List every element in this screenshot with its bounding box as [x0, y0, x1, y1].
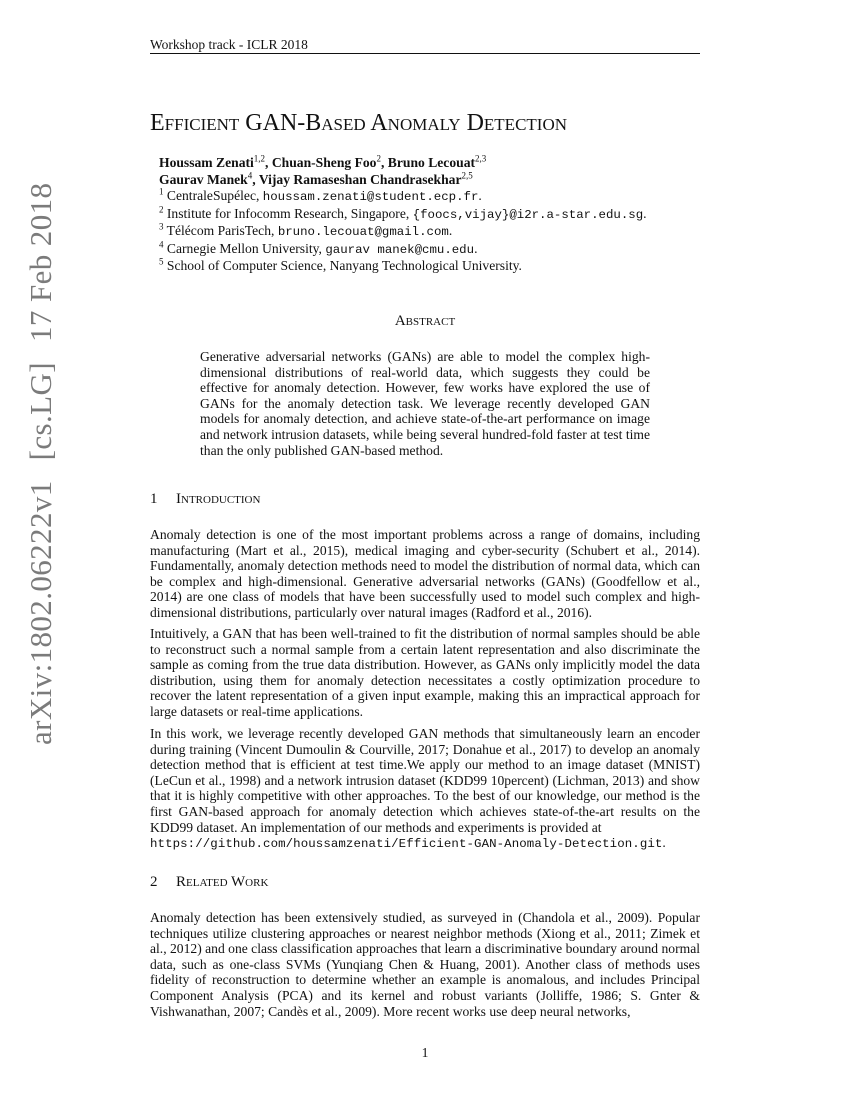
section-number: 2: [150, 874, 158, 890]
affiliation-5: [159, 258, 719, 275]
affiliation-1: [159, 188, 719, 206]
affiliation-end: .: [474, 240, 478, 256]
author-name: Chuan-Sheng Foo: [271, 155, 377, 170]
affiliation-email[interactable]: {foocs,vijay}@i2r.a-star.edu.sg: [412, 207, 644, 222]
arxiv-date: 17 Feb 2018: [23, 182, 58, 342]
author-name: Gaurav Manek: [159, 171, 248, 187]
affiliation-org: Télécom ParisTech,: [166, 223, 278, 238]
author-separator: ,: [252, 171, 259, 187]
page-number: 1: [421, 1045, 429, 1060]
affiliation-4: [159, 238, 719, 259]
arxiv-id: arXiv:1802.06222v1: [23, 480, 58, 745]
author-block: [159, 155, 719, 275]
abstract-text: Generative adversarial networks (GANs) are able to model the complex high-dimensional distributions of real-world data, which suggests they could be effective for anomaly detection. However, few works have explored the use of GANs for the anomaly detection task. We leverage recently developed GAN models for anomaly detection, and achieve state-of-the-art performance on image and network intrusion datasets, while being several hundred-fold faster at test time than the only published GAN-based method.: [200, 349, 650, 458]
affiliation-end: .: [448, 223, 453, 238]
author-affil-mark: 4: [247, 169, 253, 180]
arxiv-side-stamp: [24, 183, 58, 745]
author-name: Vijay Ramaseshan Chandrasekhar: [258, 171, 462, 187]
author-line-2: [159, 169, 719, 189]
url-end: .: [662, 835, 666, 851]
running-header: Workshop track - ICLR 2018: [150, 37, 308, 52]
affiliation-email[interactable]: houssam.zenati@student.ecp.fr: [262, 190, 479, 204]
affiliation-org: Institute for Infocomm Research, Singapore,: [166, 205, 413, 221]
author-name: Houssam Zenati: [159, 155, 254, 170]
author-affil-mark: 1,2: [253, 153, 266, 164]
author-affil-mark: 2,5: [461, 169, 473, 180]
affiliation-end: .: [643, 205, 647, 221]
section-number: 1: [150, 491, 158, 507]
affiliation-email[interactable]: gaurav manek@cmu.edu: [325, 242, 475, 257]
header-rule: [150, 53, 700, 54]
paper-title: Efficient GAN-Based Anomaly Detection: [150, 110, 568, 136]
affiliation-org: Carnegie Mellon University,: [166, 240, 326, 256]
affiliation-mark: 1: [159, 186, 164, 197]
affiliation-org: CentraleSupélec,: [166, 188, 263, 203]
author-separator: ,: [265, 155, 272, 170]
author-separator: ,: [380, 155, 388, 170]
intro-paragraph-3: [150, 726, 700, 853]
affiliation-2: [159, 203, 719, 224]
section-heading-related-work: [150, 873, 700, 891]
section-title: Related Work: [176, 874, 269, 890]
intro-paragraph-2: Intuitively, a GAN that has been well-trained to fit the distribution of normal samples should be able to reconstruct such a normal sample from a certain latent representation and also discriminate the sample as coming from the true data distribution. However, as GANs only implicitly model the data distribution, using them for anomaly detection necessitates a costly optimization procedure to recover the latent representation of a given input example, making this an impractical approach for large datasets or real-time applications.: [150, 626, 700, 719]
affiliation-mark: 2: [159, 203, 164, 214]
affiliation-end: .: [478, 188, 482, 203]
affiliation-mark: 5: [159, 256, 164, 267]
author-affil-mark: 2,3: [475, 153, 487, 164]
affiliation-email[interactable]: bruno.lecouat@gmail.com: [277, 225, 449, 239]
affiliation-mark: 4: [159, 238, 164, 249]
section-title: Introduction: [176, 491, 261, 507]
arxiv-category: [cs.LG]: [23, 362, 58, 461]
author-affil-mark: 2: [376, 153, 381, 164]
related-work-paragraph-1: Anomaly detection has been extensively studied, as surveyed in (Chandola et al., 2009). Popular techniques utilize clustering approaches or nearest neighbor methods (Xiong et al., 2011; Zimek et al., 2012) and one class classification approaches that learn a discriminative boundary around normal data, such as one-class SVMs (Yunqiang Chen & Huang, 2001). Another class of methods uses fidelity of reconstruction to determine whether an example is anomalous, and includes Principal Component Analysis (PCA) and its kernel and robust variants (Jolliffe, 1986; S. Gnter & Vishwanathan, 2007; Candès et al., 2009). More recent works use deep neural networks,: [150, 910, 700, 1019]
intro-paragraph-3-text: In this work, we leverage recently developed GAN methods that simultaneously learn an encoder during training (Vincent Dumoulin & Courville, 2017; Donahue et al., 2017) to develop an anomaly detection method that is efficient at test time.We apply our method to an image dataset (MNIST) (LeCun et al., 1998) and a network intrusion dataset (KDD99 10percent) (Lichman, 2013) and show that it is highly competitive with other approaches. To the best of our knowledge, our method is the first GAN-based approach for anomaly detection which achieves state-of-the-art results on the KDD99 dataset. An implementation of our methods and experiments is provided at: [150, 726, 700, 835]
author-line-1: [159, 155, 719, 172]
affiliation-mark: 3: [159, 221, 164, 232]
affiliation-org: School of Computer Science, Nanyang Technological University.: [166, 258, 522, 273]
intro-paragraph-1: Anomaly detection is one of the most important problems across a range of domains, including manufacturing (Mart et al., 2015), medical imaging and cyber-security (Schubert et al., 2014). Fundamentally, anomaly detection methods need to model the distribution of normal data, which can be complex and high-dimensional. Generative adversarial networks (GANs) (Goodfellow et al., 2014) are one class of models that have been successfully used to model such complex and high-dimensional distributions, particularly over natural images (Radford et al., 2016).: [150, 527, 700, 620]
code-repository-link[interactable]: https://github.com/houssamzenati/Efficient-GAN-Anomaly-Detection.git: [150, 837, 663, 852]
section-heading-introduction: [150, 490, 700, 508]
affiliation-3: [159, 223, 719, 241]
abstract-heading: Abstract: [394, 313, 456, 329]
author-name: Bruno Lecouat: [387, 155, 476, 170]
